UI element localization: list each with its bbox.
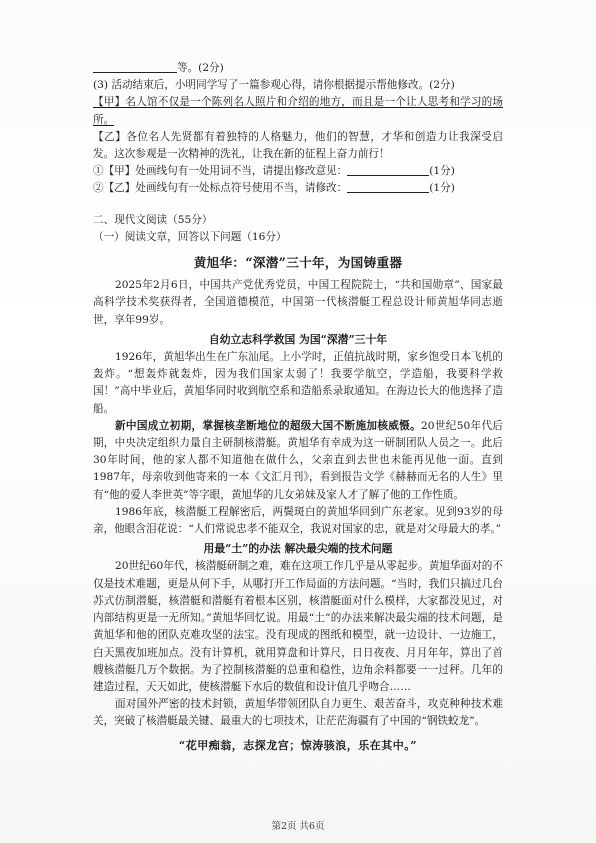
article-paragraph-3-rest: 20世纪50年代后期，中央决定组织力量自主研制核潜艇。黄旭华有幸成为这一研制团队人员之一。此后30年时间，他的家人都不知道他在做什么，父亲直到去世也未能再见他一面。直到1987年，母亲收到他寄来的一本《文汇月刊》，看到报告文学《赫赫而无名的人生》里有“他的爱人李世英”等字眼，黄旭华的儿女弟妹及家人才了解了他的工作性质。: [93, 419, 503, 501]
fix-item-1-blank[interactable]: [347, 163, 429, 176]
article-paragraph-3: [93, 418, 503, 504]
fix-item-2: [93, 180, 503, 197]
page-content: [93, 60, 503, 754]
article-paragraph-4: 1986年底，核潜艇工程解密后，两鬓斑白的黄旭华回到广东老家。见到93岁的母亲，他眼含泪花说：“人们常说忠孝不能双全，我说对国家的忠，就是对父母最大的孝。”: [93, 505, 503, 536]
fix-item-1-points: (1分): [429, 165, 455, 178]
article-paragraph-5: 20世纪60年代，核潜艇研制之难，难在这项工作几乎是从零起步。黄旭华面对的不仅是技术难题，更是从何下手，从哪打开工作局面的方法问题。“当时，我们只搞过几台苏式仿制潜艇，核潜艇和潜艇有着根本区别，核潜艇面对什么模样，大家都没见过，对内部结构更是一无所知。”黄旭华回忆说。用最“土”的办法来解决最尖端的技术问题，是黄旭华和他的团队克难攻坚的法宝。没有现成的图纸和模型，就一边设计、一边施工，白天黑夜加班加点。没有计算机，就用算盘和计算尺，日日夜夜、月月年年，算出了首艘核潜艇几万个数据。为了控制核潜艇的总重和稳性，边角余料都要一一过秤。几年的建造过程，天天如此，使核潜艇下水后的数值和设计值几乎吻合……: [93, 560, 503, 693]
article-paragraph-2: 1926年，黄旭华出生在广东汕尾。上小学时，正值抗战时期，家乡饱受日本飞机的轰炸。“想轰炸就轰炸，因为我们国家太弱了！我要学航空，学造船，我要科学救国！”高中毕业后，黄旭华同时收到航空系和造船系录取通知。在海边长大的他选择了造船。: [93, 351, 503, 415]
answer-blank[interactable]: [93, 60, 177, 73]
fix-item-2-points: (1分): [429, 182, 455, 195]
page-number: 第2页 共6页: [271, 821, 325, 832]
passage-yi: 【乙】各位名人先贤都有着独特的人格魅力，他们的智慧，才华和创造力让我深受启发。这次参观是一次精神的洗礼，让我在新的征程上奋力前行！: [93, 130, 503, 161]
article-paragraph-3-emphasis: 新中国成立初期，掌握核垄断地位的超级大国不断施加核威慑。: [115, 419, 422, 432]
answer-line-continuation: [93, 60, 503, 77]
fix-item-1: [93, 163, 503, 180]
article-title: 黄旭华：“深潜”三十年，为国铸重器: [193, 255, 403, 271]
question-3: (3) 活动结束后，小明同学写了一篇参观心得，请你根据提示帮他修改。(2分): [93, 79, 455, 92]
article-subheading-2: 用最“土”的办法 解决最尖端的技术问题: [203, 542, 393, 556]
article-subheading-1: 自幼立志科学救国 为国“深潜”三十年: [208, 332, 388, 346]
article-quote: “花甲痴翁，志探龙宫；惊涛骇浪，乐在其中。”: [178, 738, 418, 752]
section-subheading: （一）阅读文章，回答以下问题（16分）: [93, 230, 287, 243]
section-heading: 二、现代文阅读（55分）: [93, 213, 213, 226]
article-paragraph-1: 2025年2月6日，中国共产党优秀党员，中国工程院院士，“共和国勋章”、国家最高科学技术奖获得者，全国道德模范，中国第一代核潜艇工程总设计师黄旭华同志逝世，享年99岁。: [93, 279, 503, 326]
fix-item-2-prompt: ②【乙】处画线句有一处标点符号使用不当，请修改：: [93, 182, 348, 195]
article-paragraph-6: 面对国外严密的技术封锁，黄旭华带领团队自力更生、艰苦奋斗，攻克种种技术难关，突破了核潜艇最关键、最重大的七项技术，让茫茫海疆有了中国的“钢铁蛟龙”。: [93, 698, 503, 728]
fix-item-2-blank[interactable]: [347, 180, 429, 193]
passage-jia: 【甲】名人馆不仅是一个陈列名人照片和介绍的地方，而且是一个让人思考和学习的场所。: [93, 96, 503, 126]
fix-item-1-prompt: ①【甲】处画线句有一处用词不当，请提出修改意见：: [93, 165, 348, 178]
points-note: 等。(2分): [177, 62, 224, 74]
